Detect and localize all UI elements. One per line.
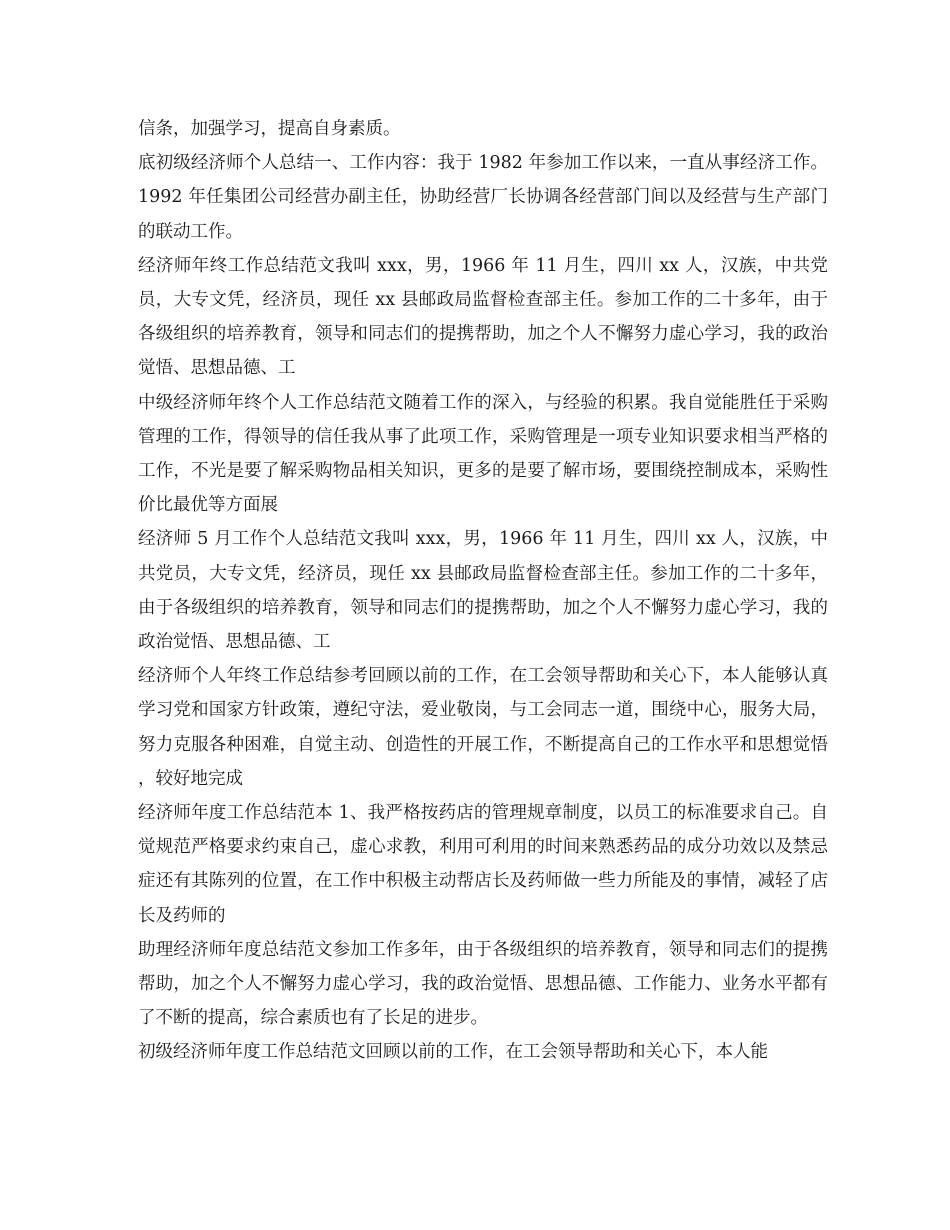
paragraph-1: 信条，加强学习，提高自身素质。 xyxy=(138,119,401,139)
paragraph-8: 助理经济师年度总结范文参加工作多年，由于各级组织的培养教育，领导和同志们的提携帮助，加之个人不懈努力虚心学习，我的政治觉悟、思想品德、工作能力、业务水平都有了不断的提高，综合素质也有了长足的进步。 xyxy=(138,939,828,1029)
paragraph-4: 中级经济师年终个人工作总结范文随着工作的深入，与经验的积累。我自觉能胜任于采购管理的工作，得领导的信任我从事了此项工作，采购管理是一项专业知识要求相当严格的工作，不光是要了解采购物品相关知识，更多的是要了解市场，要围绕控制成本，采购性价比最优等方面展 xyxy=(138,392,828,516)
paragraph-5: 经济师 5 月工作个人总结范文我叫 xxx，男，1966 年 11 月生，四川 xx 人，汉族，中共党员，大专文凭，经济员，现任 xx 县邮政局监督检查部主任。参加工作的二十多年，由于各级组织的培养教育，领导和同志们的提携帮助，加之个人不懈努力虚心学习，我的政治觉悟、思想品德、工 xyxy=(138,529,828,653)
document-body xyxy=(138,112,828,1070)
paragraph-7: 经济师年度工作总结范本 1、我严格按药店的管理规章制度，以员工的标准要求自己。自觉规范严格要求约束自己，虚心求教，利用可利用的时间来熟悉药品的成分功效以及禁忌症还有其陈列的位置，在工作中积极主动帮店长及药师做一些力所能及的事情，减轻了店长及药师的 xyxy=(138,803,828,926)
paragraph-9: 初级经济师年度工作总结范文回顾以前的工作，在工会领导帮助和关心下，本人能 xyxy=(138,1042,768,1063)
paragraph-2: 底初级经济师个人总结一、工作内容：我于 1982 年参加工作以来，一直从事经济工作。1992 年任集团公司经营办副主任，协助经营厂长协调各经营部门间以及经营与生产部门的联动工作。 xyxy=(138,153,828,242)
paragraph-6: 经济师个人年终工作总结参考回顾以前的工作，在工会领导帮助和关心下，本人能够认真学习党和国家方针政策，遵纪守法，爱业敬岗，与工会同志一道，围绕中心，服务大局，努力克服各种困难，自觉主动、创造性的开展工作，不断提高自己的工作水平和思想觉悟，较好地完成 xyxy=(138,666,828,789)
paragraph-3: 经济师年终工作总结范文我叫 xxx，男，1966 年 11 月生，四川 xx 人，汉族，中共党员，大专文凭，经济员，现任 xx 县邮政局监督检查部主任。参加工作的二十多年，由于各级组织的培养教育，领导和同志们的提携帮助，加之个人不懈努力虚心学习，我的政治觉悟、思想品德、工 xyxy=(138,255,828,379)
